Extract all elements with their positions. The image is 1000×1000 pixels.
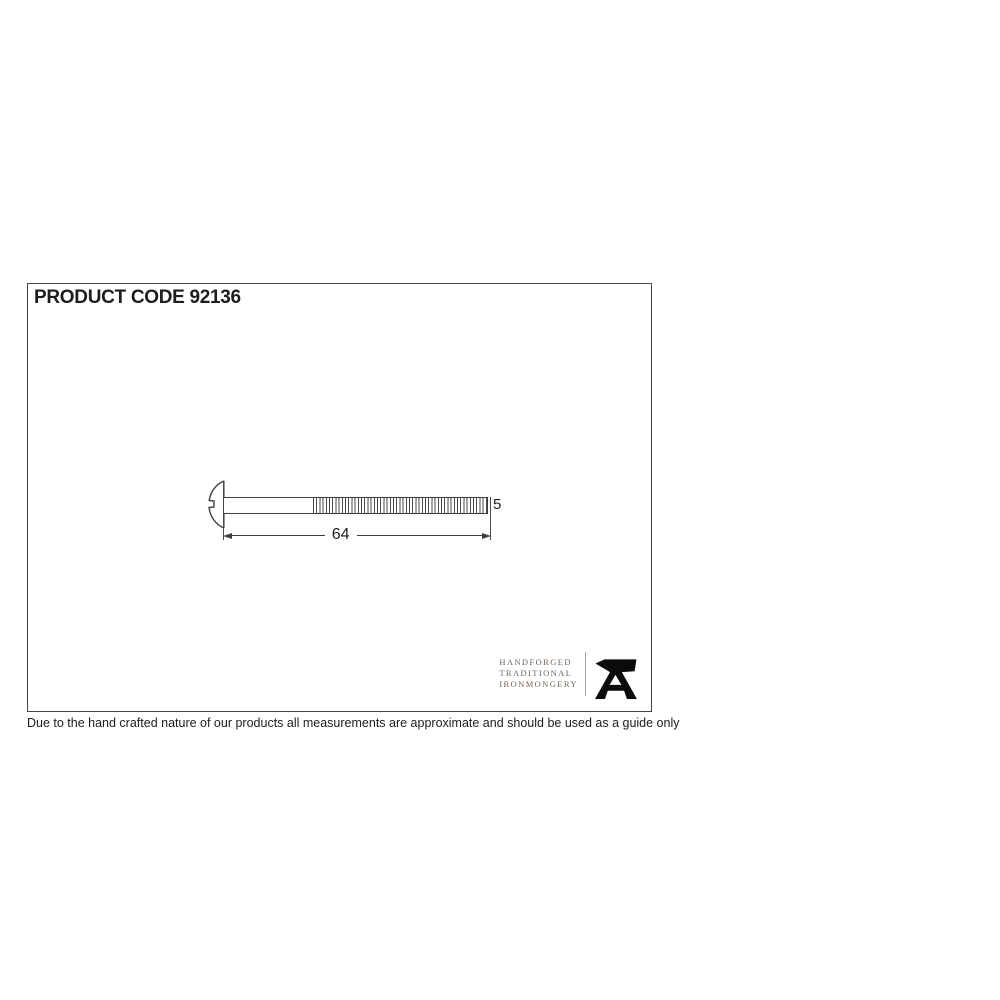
brand-tagline-line3: IRONMONGERY	[499, 679, 578, 689]
screw-head-icon	[206, 480, 225, 529]
brand-tagline-line2: TRADITIONAL	[499, 668, 573, 678]
anvil-icon	[592, 648, 639, 699]
drawing-frame	[27, 283, 652, 712]
screw-threads	[313, 498, 487, 513]
length-value-label: 64	[331, 525, 350, 543]
brand-block	[499, 648, 639, 699]
brand-tagline	[499, 657, 585, 690]
dimension-line-segment	[357, 535, 482, 536]
screw-technical-drawing	[28, 284, 651, 711]
screw-shank	[224, 497, 488, 514]
brand-tagline-line1: HANDFORGED	[499, 657, 572, 667]
brand-divider	[585, 652, 586, 696]
dimension-arrow-right-icon	[482, 533, 491, 539]
disclaimer-text: Due to the hand crafted nature of our products all measurements are approximate and should be used as a guide only	[27, 716, 680, 730]
diameter-value-label: 5	[493, 496, 502, 513]
dimension-line-segment	[232, 535, 325, 536]
length-dimension	[223, 525, 491, 543]
dimension-arrow-left-icon	[223, 533, 232, 539]
product-code-label: PRODUCT CODE 92136	[34, 287, 241, 308]
